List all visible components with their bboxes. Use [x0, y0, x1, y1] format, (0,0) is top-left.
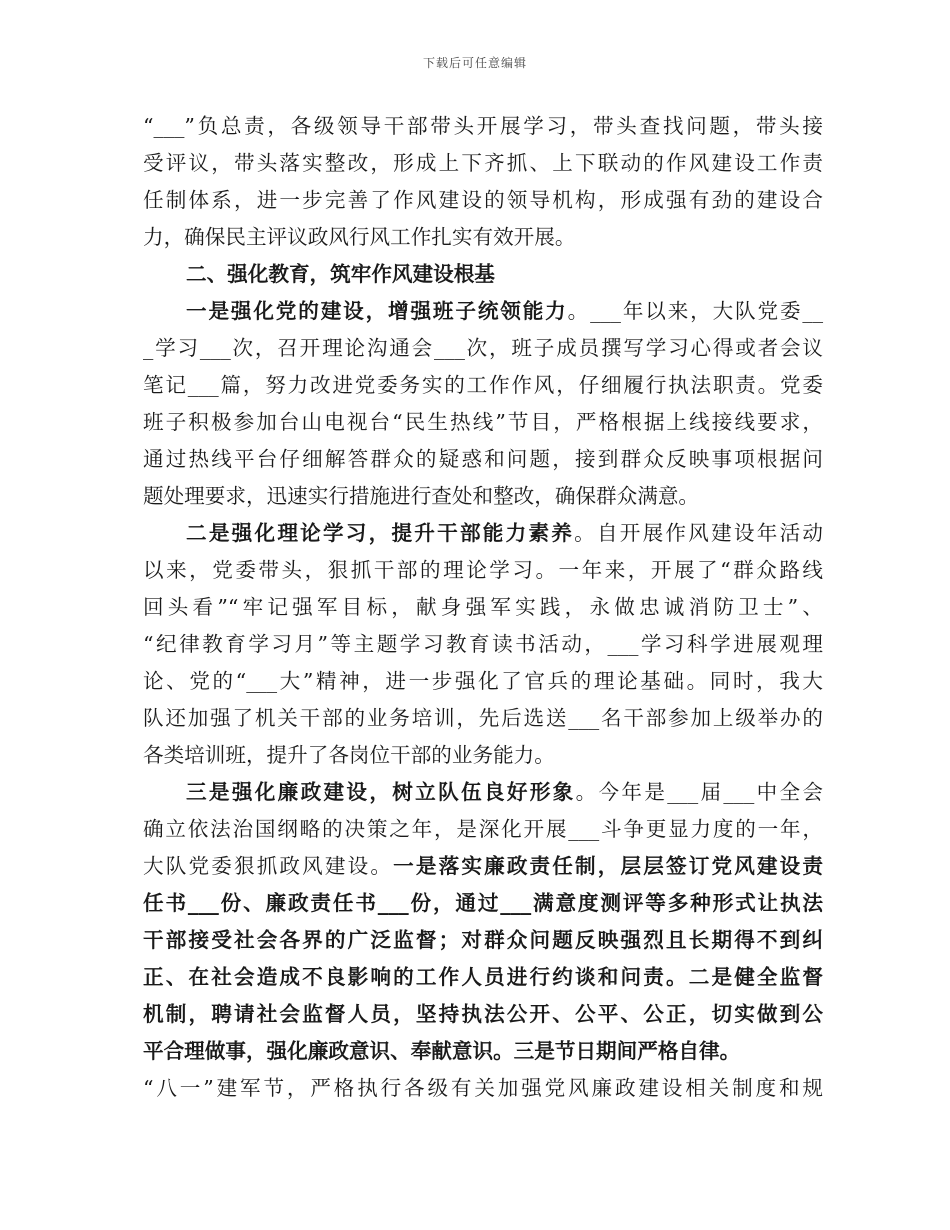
text-line: [143, 774, 823, 811]
text-line: [143, 589, 823, 626]
text-segment: 受评议，带头落实整改，形成上下齐抓、上下联动的作风建设工作责: [143, 151, 823, 175]
text-line: [143, 1070, 823, 1107]
text-line: [143, 256, 823, 293]
bold-text-segment: 平合理做事，强化廉政意识、奉献意识。三是节日期间严格自律。: [143, 1039, 741, 1063]
text-line: [143, 811, 823, 848]
bold-text-segment: 任书___份、廉政责任书___份，通过___满意度测评等多种形式让执法: [143, 891, 823, 915]
text-segment: _学习___次，召开理论沟通会___次，班子成员撰写学习心得或者会议: [143, 336, 823, 360]
document-body: [143, 108, 823, 1107]
text-line: [143, 996, 823, 1033]
text-line: [143, 626, 823, 663]
text-line: [143, 922, 823, 959]
text-line: [143, 478, 823, 515]
text-segment: 力，确保民主评议政风行风工作扎实有效开展。: [143, 225, 576, 249]
text-segment: 确立依法治国纲略的决策之年，是深化开展___斗争更显力度的一年，: [143, 817, 823, 841]
text-line: [143, 663, 823, 700]
text-segment: 通过热线平台仔细解答群众的疑惑和问题，接到群众反映事项根据问: [143, 447, 823, 471]
text-segment: 队还加强了机关干部的业务培训，先后选送___名干部参加上级举办的: [143, 706, 823, 730]
bold-text-segment: 机制，聘请社会监督人员，坚持执法公开、公平、公正，切实做到公: [143, 1002, 823, 1026]
text-segment: 论、党的“___大”精神，进一步强化了官兵的理论基础。同时，我大: [143, 669, 823, 693]
text-line: [143, 108, 823, 145]
text-segment: 大队党委狠抓政风建设。: [143, 854, 394, 878]
text-line: [143, 219, 823, 256]
text-segment: 。今年是___届___中全会: [575, 780, 824, 804]
text-line: [143, 330, 823, 367]
bold-text-segment: 正、在社会造成不良影响的工作人员进行约谈和问责。二是健全监督: [143, 965, 823, 989]
text-segment: 笔记___篇，努力改进党委务实的工作作风，仔细履行执法职责。党委: [143, 373, 823, 397]
text-line: [143, 885, 823, 922]
text-line: [143, 367, 823, 404]
text-segment: “___”负总责，各级领导干部带头开展学习，带头查找问题，带头接: [143, 114, 823, 138]
page-header: 下载后可任意编辑: [422, 56, 527, 70]
text-line: [143, 182, 823, 219]
text-line: [143, 404, 823, 441]
text-line: [143, 441, 823, 478]
text-line: [143, 145, 823, 182]
bold-text-segment: 一是落实廉政责任制，层层签订党风建设责: [393, 854, 824, 878]
text-segment: 题处理要求，迅速实行措施进行查处和整改，确保群众满意。: [143, 484, 700, 508]
bold-text-segment: 一是强化党的建设，增强班子统领能力: [186, 299, 568, 323]
text-segment: 。___年以来，大队党委__: [567, 299, 823, 323]
text-segment: 。自开展作风建设年活动: [574, 521, 824, 545]
text-line: [143, 293, 823, 330]
text-segment: 各类培训班，提升了各岗位干部的业务能力。: [143, 743, 555, 767]
text-line: [143, 737, 823, 774]
bold-text-segment: 干部接受社会各界的广泛监督；对群众问题反映强烈且长期得不到纠: [143, 928, 823, 952]
text-segment: 任制体系，进一步完善了作风建设的领导机构，形成强有劲的建设合: [143, 188, 823, 212]
text-line: [143, 959, 823, 996]
text-line: [143, 1033, 823, 1070]
bold-text-segment: 三是强化廉政建设，树立队伍良好形象: [186, 780, 576, 804]
text-line: [143, 848, 823, 885]
text-segment: “八一”建军节，严格执行各级有关加强党风廉政建设相关制度和规: [143, 1076, 823, 1100]
bold-text-segment: 二、强化教育，筑牢作风建设根基: [186, 262, 495, 286]
bold-text-segment: 二是强化理论学习，提升干部能力素养: [186, 521, 575, 545]
text-line: [143, 552, 823, 589]
text-line: [143, 515, 823, 552]
text-segment: 回头看”“牢记强军目标，献身强军实践，永做忠诚消防卫士”、: [143, 595, 823, 619]
text-segment: 以来，党委带头，狠抓干部的理论学习。一年来，开展了“群众路线: [143, 558, 823, 582]
text-segment: “纪律教育学习月”等主题学习教育读书活动，___学习科学进展观理: [143, 632, 823, 656]
text-line: [143, 700, 823, 737]
text-segment: 班子积极参加台山电视台“民生热线”节目，严格根据上线接线要求，: [143, 410, 823, 434]
